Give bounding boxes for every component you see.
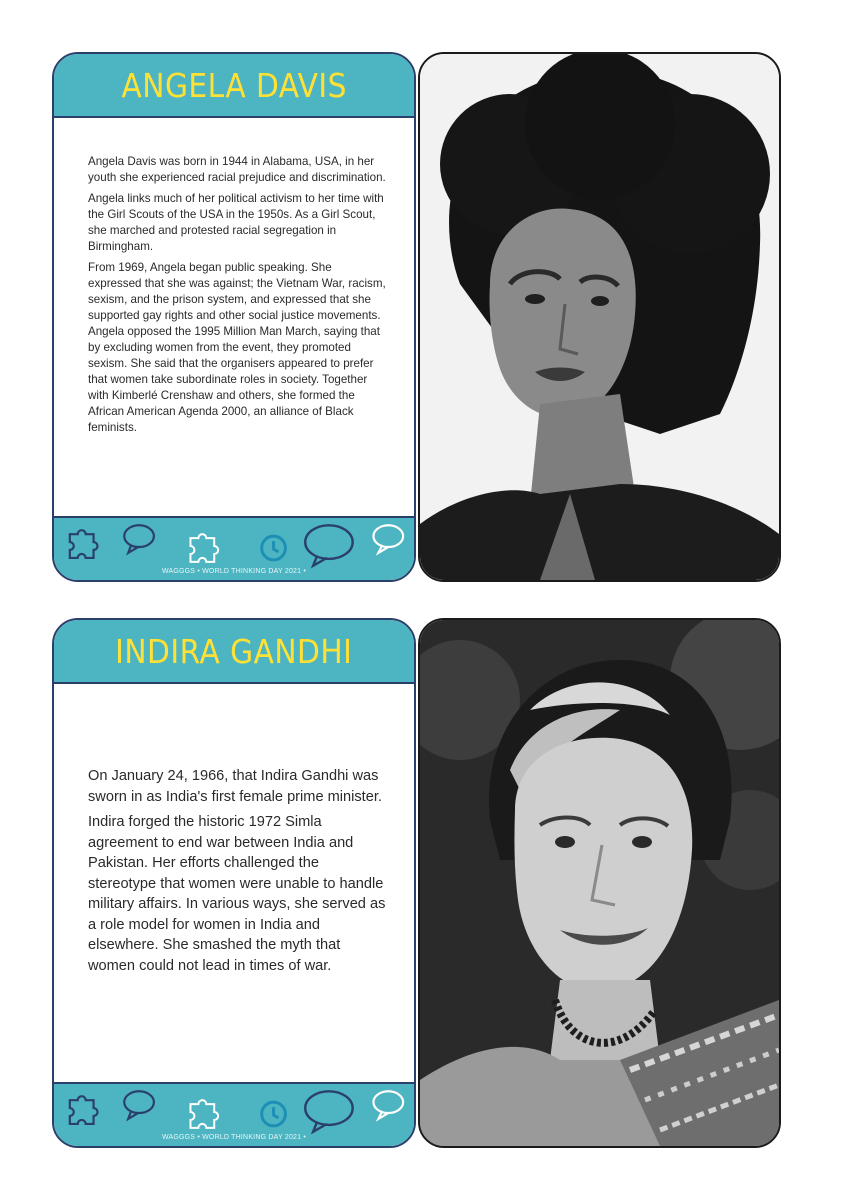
footer-text: WAGGGS • WORLD THINKING DAY 2021 •	[161, 1134, 307, 1141]
speech-bubble-icon	[373, 1091, 403, 1119]
card-body	[88, 154, 386, 441]
card-header	[54, 54, 414, 118]
puzzle-icon	[190, 1100, 218, 1128]
card-title: INDIRA GANDHI	[115, 631, 353, 671]
portrait-photo-indira-gandhi	[418, 618, 781, 1148]
speech-bubble-icon	[124, 525, 154, 553]
text-card-angela-davis	[52, 52, 416, 582]
card-body	[88, 766, 386, 981]
portrait-image	[420, 620, 779, 1146]
portrait-image	[420, 54, 779, 580]
paragraph: On January 24, 1966, that Indira Gandhi was sworn in as India's first female prime minister.	[88, 768, 382, 805]
card-footer	[54, 1082, 414, 1146]
puzzle-icon	[70, 1096, 98, 1124]
paragraph: From 1969, Angela began public speaking. She expressed that she was against; the Vietnam War, racism, sexism, and the prison system, and expressed that she supported gay rights and other social justice movements. Angela opposed the 1995 Million Man March, saying that by excluding women from the event, they promoted sexism. She said that the organisers appeared to prefer that women take subordinate roles in society. Together with Kimberlé Crenshaw and others, she formed the African American Agenda 2000, an alliance of Black feminists.	[88, 261, 386, 434]
speech-bubble-icon	[305, 1091, 352, 1132]
speech-bubble-icon	[373, 525, 403, 553]
paragraph: Angela links much of her political activism to her time with the Girl Scouts of the USA in the 1950s. As a Girl Scout, she marched and protested racial segregation in Birmingham.	[88, 192, 384, 253]
paragraph: Angela Davis was born in 1944 in Alabama, USA, in her youth she experienced racial prejudice and discrimination.	[88, 155, 386, 184]
text-card-indira-gandhi	[52, 618, 416, 1148]
puzzle-icon	[70, 530, 98, 558]
clock-icon	[262, 1102, 286, 1126]
clock-icon	[262, 536, 286, 560]
card-header	[54, 620, 414, 684]
card-footer	[54, 516, 414, 580]
portrait-photo-angela-davis	[418, 52, 781, 582]
footer-text: WAGGGS • WORLD THINKING DAY 2021 •	[161, 568, 307, 575]
puzzle-icon	[190, 534, 218, 562]
paragraph: Indira forged the historic 1972 Simla agreement to end war between India and Pakistan. Her efforts challenged the stereotype that women were unable to handle military affairs. In various ways, she served as a role model for women in India and elsewhere. She smashed the myth that women could not lead in times of war.	[88, 814, 386, 974]
speech-bubble-icon	[305, 525, 352, 566]
speech-bubble-icon	[124, 1091, 154, 1119]
card-title: ANGELA DAVIS	[121, 65, 347, 105]
